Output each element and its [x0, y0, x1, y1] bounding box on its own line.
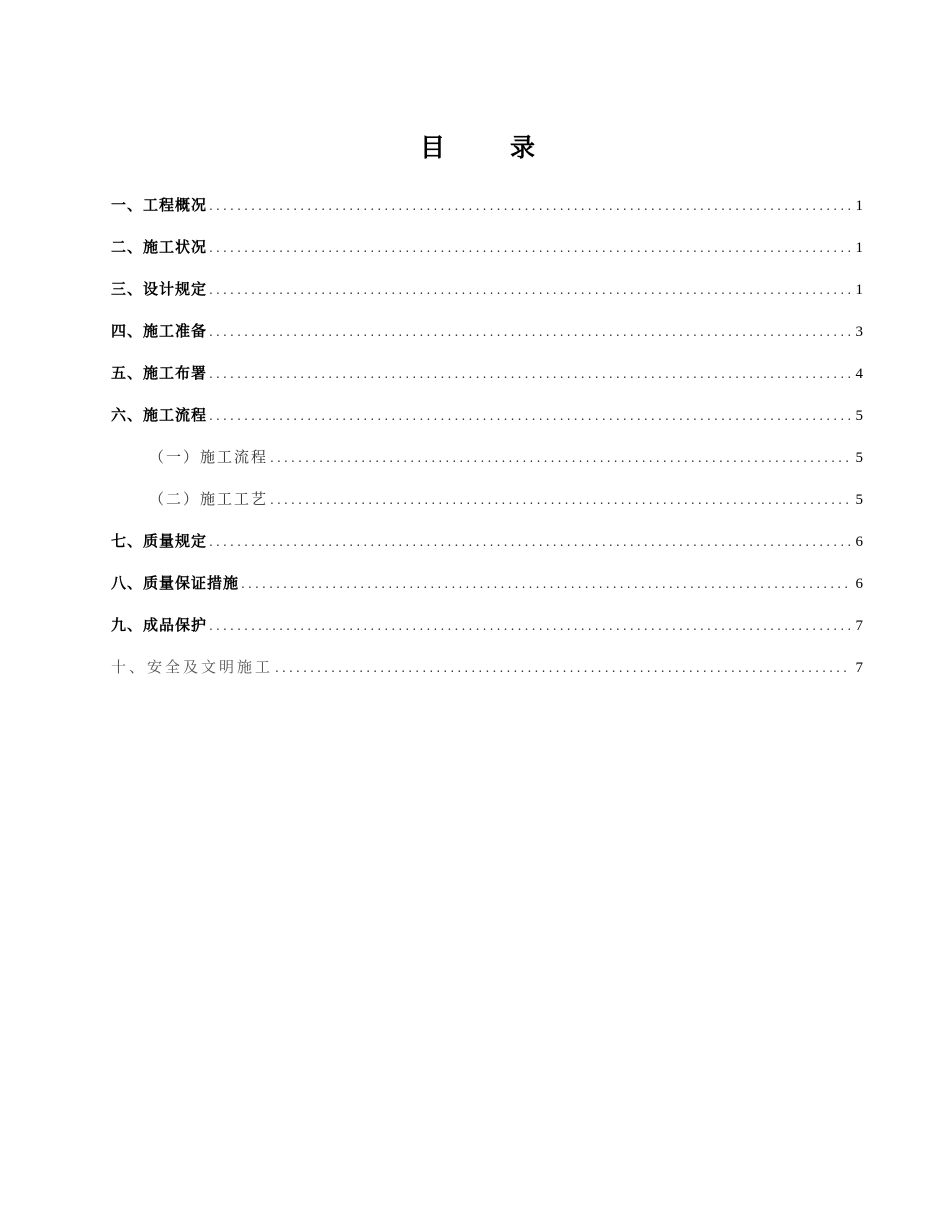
toc-dot-leader — [241, 570, 851, 598]
toc-page-number: 5 — [855, 450, 863, 466]
toc-entry-label: 一、工程概况 — [111, 196, 208, 214]
toc-entry-label: 六、施工流程 — [111, 406, 208, 424]
toc-entry[interactable] — [111, 233, 863, 275]
toc-subentry[interactable] — [111, 485, 863, 527]
toc-entry-label: 十、安全及文明施工 — [111, 658, 274, 676]
toc-page-number: 4 — [855, 366, 863, 382]
toc-entry-label: 五、施工布署 — [111, 364, 208, 382]
toc-page-number: 1 — [855, 240, 863, 256]
toc-entry-label: 九、成品保护 — [111, 616, 208, 634]
toc-dot-leader — [209, 612, 851, 640]
toc-entry[interactable] — [111, 191, 863, 233]
toc-page-number: 7 — [855, 618, 863, 634]
toc-dot-leader — [275, 654, 851, 682]
toc-dot-leader — [209, 360, 851, 388]
toc-entry[interactable] — [111, 653, 863, 695]
toc-dot-leader — [270, 444, 851, 472]
toc-dot-leader — [209, 192, 851, 220]
toc-page-number: 1 — [855, 282, 863, 298]
toc-entry[interactable] — [111, 401, 863, 443]
toc-entry-label: （二）施工工艺 — [149, 490, 269, 508]
toc-entry-label: （一）施工流程 — [149, 448, 269, 466]
toc-dot-leader — [209, 276, 851, 304]
toc-entry-label: 二、施工状况 — [111, 238, 208, 256]
toc-page-number: 3 — [855, 324, 863, 340]
toc-dot-leader — [209, 318, 851, 346]
toc-entry-label: 七、质量规定 — [111, 532, 208, 550]
toc-entry-label: 四、施工准备 — [111, 322, 208, 340]
toc-entry[interactable] — [111, 527, 863, 569]
toc-entry[interactable] — [111, 569, 863, 611]
toc-entry[interactable] — [111, 317, 863, 359]
toc-dot-leader — [209, 402, 851, 430]
toc-dot-leader — [270, 486, 851, 514]
toc-page-number: 5 — [855, 408, 863, 424]
toc-entry[interactable] — [111, 275, 863, 317]
toc-entry[interactable] — [111, 359, 863, 401]
toc-entry-label: 三、设计规定 — [111, 280, 208, 298]
toc-page-number: 6 — [855, 576, 863, 592]
toc-page-number: 5 — [855, 492, 863, 508]
toc-list — [111, 191, 863, 695]
toc-page-number: 6 — [855, 534, 863, 550]
toc-entry-label: 八、质量保证措施 — [111, 574, 240, 592]
toc-subentry[interactable] — [111, 443, 863, 485]
toc-dot-leader — [209, 234, 851, 262]
toc-page-number: 7 — [855, 660, 863, 676]
toc-entry[interactable] — [111, 611, 863, 653]
toc-dot-leader — [209, 528, 851, 556]
toc-page-number: 1 — [855, 198, 863, 214]
toc-title: 目 录 — [419, 133, 555, 162]
